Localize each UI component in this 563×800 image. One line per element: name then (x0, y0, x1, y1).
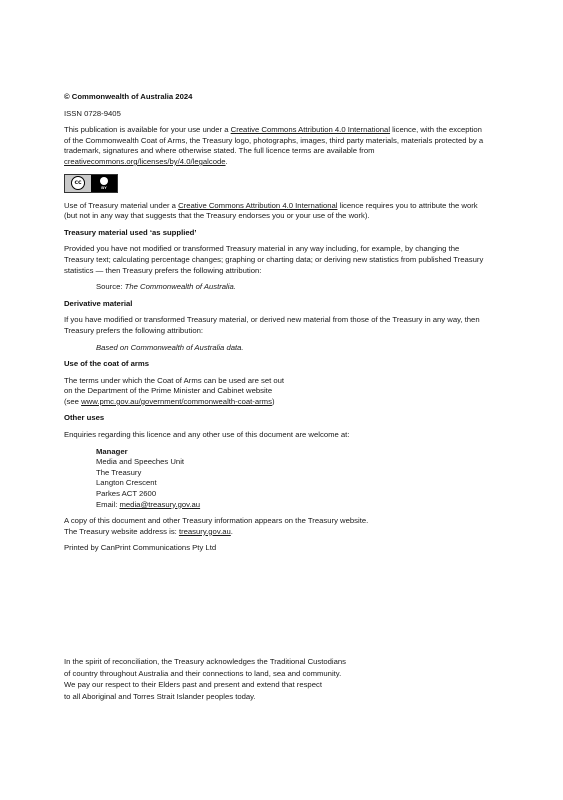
licence-paragraph (64, 125, 484, 167)
by-label: BY (101, 184, 107, 190)
supplied-body: Provided you have not modified or transformed Treasury material in any way including, for example, by changing the Treasury text; calculating percentage changes; graphing or charting data; or deriving new statistics from published Treasury statistics — then Treasury prefers the following attribution: (64, 244, 484, 275)
supplied-heading: Treasury material used ‘as supplied’ (64, 227, 197, 237)
other-uses-body: Enquiries regarding this licence and any other use of this document are welcome at: (64, 430, 350, 440)
cc-by-badge[interactable] (64, 174, 484, 193)
coat-line-3-after: ) (271, 396, 275, 406)
derivative-attribution-text: Based on Commonwealth of Australia data. (96, 342, 244, 352)
attribution-text-1: Use of Treasury material under a (64, 200, 179, 210)
licence-text-end: . (225, 156, 228, 166)
cc-licence-link[interactable]: Creative Commons Attribution 4.0 International (230, 125, 391, 135)
derivative-body: If you have modified or transformed Treasury material, or derived new material from those of the Treasury in any way, then Treasury prefers the following attribution: (64, 315, 480, 335)
email-label: Email: (96, 499, 120, 509)
contact-street: Langton Crescent (96, 478, 157, 488)
ack-line-4: to all Aboriginal and Torres Strait Islander peoples today. (64, 691, 256, 701)
contact-manager: Manager (96, 446, 128, 456)
person-icon (100, 177, 108, 185)
coat-body (64, 376, 484, 408)
contact-unit: Media and Speeches Unit (96, 457, 185, 467)
website-line-1: A copy of this document and other Treasury information appears on the Treasury website. (64, 516, 369, 526)
source-text: The Commonwealth of Australia. (124, 282, 236, 292)
legalcode-link[interactable]: creativecommons.org/licenses/by/4.0/legalcode (64, 156, 226, 166)
coat-line-2: on the Department of the Prime Minister and Cabinet website (64, 386, 273, 396)
website-paragraph (64, 516, 484, 537)
cc-licence-link-2[interactable]: Creative Commons Attribution 4.0 International (178, 200, 338, 210)
licence-text-2: licence, with the exception of the Commonwealth Coat of Arms, the Treasury logo, photographs, images, third party materials, materials protected by a trademark, signatures and where otherwise stated. The full licence terms are available from (64, 125, 484, 156)
cc-icon: cc (71, 176, 85, 190)
coat-line-3-before: (see (64, 396, 82, 406)
attribution-text-2: licence requires you to attribute the work (but not in any way that suggests that the Treasury endorses you or your use of the work). (64, 200, 478, 221)
source-attribution (64, 282, 484, 293)
acknowledgement-of-country (64, 656, 484, 702)
copyright-title: © Commonwealth of Australia 2024 (64, 92, 193, 101)
contact-email (96, 500, 484, 511)
derivative-attribution (64, 343, 484, 354)
coat-heading: Use of the coat of arms (64, 359, 150, 369)
treasury-link[interactable]: treasury.gov.au (178, 526, 231, 536)
pmc-link[interactable]: www.pmc.gov.au/government/commonwealth-coat-arms (81, 396, 272, 406)
website-line-2: The Treasury website address is: (64, 526, 179, 536)
ack-line-2: of country throughout Australia and their connections to land, sea and community. (64, 668, 342, 678)
contact-org: The Treasury (96, 467, 142, 477)
licence-text-1: This publication is available for your use under a (64, 125, 231, 135)
ack-line-1: In the spirit of reconciliation, the Treasury acknowledges the Traditional Custodians (64, 657, 347, 666)
source-label: Source: (96, 282, 125, 292)
derivative-heading: Derivative material (64, 298, 133, 308)
other-uses-heading: Other uses (64, 413, 105, 423)
attribution-paragraph (64, 201, 484, 222)
website-line-2-end: . (230, 526, 233, 536)
issn: ISSN 0728-9405 (64, 108, 121, 118)
email-link[interactable]: media@treasury.gov.au (119, 499, 201, 509)
copyright-page (64, 92, 484, 560)
contact-city: Parkes ACT 2600 (96, 489, 157, 499)
printed-by: Printed by CanPrint Communications Pty Ltd (64, 543, 217, 553)
contact-address (64, 447, 484, 511)
coat-line-1: The terms under which the Coat of Arms can be used are set out (64, 375, 285, 385)
ack-line-3: We pay our respect to their Elders past and present and extend that respect (64, 680, 322, 690)
